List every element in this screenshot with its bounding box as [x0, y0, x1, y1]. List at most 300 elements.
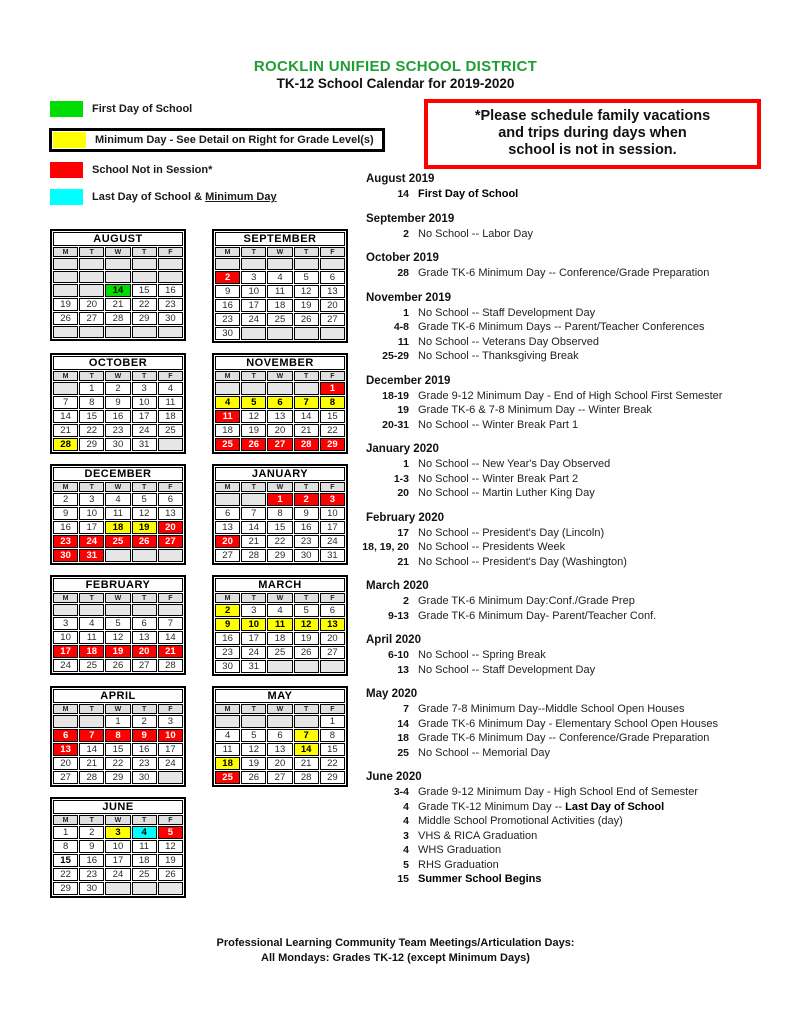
day-cell: 6 [320, 271, 345, 284]
event-description-text: No School -- Winter Break Part 2 [418, 472, 579, 485]
weekday-header: W [105, 593, 130, 603]
day-cell: 10 [241, 285, 266, 298]
event-description [418, 403, 652, 418]
weekday-header: T [132, 593, 157, 603]
event-month-heading: January 2020 [366, 443, 439, 455]
event-row [358, 609, 784, 624]
event-date: 3 [403, 829, 409, 842]
day-cell: 5 [105, 617, 130, 630]
event-month-block [358, 511, 784, 570]
calendar-april [50, 686, 186, 787]
event-row [358, 540, 784, 555]
event-month-block [358, 687, 784, 760]
event-description [418, 858, 499, 873]
calendar-title-row [53, 232, 183, 246]
day-cell: 23 [132, 757, 157, 770]
day-cell: 6 [215, 507, 240, 520]
day-cell: 4 [105, 493, 130, 506]
weekday-header: F [320, 247, 345, 257]
event-description [418, 829, 537, 844]
event-description-text: No School -- New Year's Day Observed [418, 458, 611, 470]
event-month-heading: December 2019 [366, 374, 451, 387]
day-cell: 16 [53, 521, 78, 534]
event-description [418, 785, 698, 800]
calendar-title: SEPTEMBER [215, 232, 345, 246]
calendar-week-row [215, 729, 345, 742]
day-cell: 18 [267, 299, 292, 312]
day-cell: 24 [79, 535, 104, 548]
day-cell: 9 [53, 507, 78, 520]
day-cell: 28 [79, 771, 104, 784]
day-cell: 3 [320, 493, 345, 506]
day-cell: 26 [294, 646, 319, 659]
event-description [418, 648, 546, 663]
no-school-swatch [50, 162, 83, 178]
day-cell: 27 [320, 646, 345, 659]
event-month-heading: April 2020 [366, 634, 421, 646]
event-row [358, 648, 784, 663]
event-description-text: Grade TK-6 Minimum Day - Elementary School Open Houses [418, 717, 718, 730]
day-cell: 26 [105, 659, 130, 672]
day-cell: 3 [53, 617, 78, 630]
event-month-block [358, 579, 784, 623]
calendar-june [50, 797, 186, 898]
weekday-header: T [241, 482, 266, 492]
day-cell: 20 [320, 632, 345, 645]
event-description [418, 702, 685, 717]
weekday-header: T [294, 371, 319, 381]
day-cell: 24 [241, 646, 266, 659]
day-cell: 8 [320, 396, 345, 409]
day-cell: 15 [267, 521, 292, 534]
day-cell: 24 [320, 535, 345, 548]
event-description-text: Grade TK-12 Minimum Day -- [418, 800, 566, 813]
calendar-week-row [53, 854, 183, 867]
day-cell: 24 [53, 659, 78, 672]
event-description-text: Middle School Promotional Activities (day) [418, 815, 623, 827]
empty-cell [241, 382, 266, 395]
weekday-header: T [241, 371, 266, 381]
day-cell: 23 [79, 868, 104, 881]
empty-cell [294, 715, 319, 728]
day-cell: 20 [53, 757, 78, 770]
day-cell: 1 [105, 715, 130, 728]
event-row [358, 800, 784, 815]
event-description [418, 306, 595, 321]
day-cell: 26 [294, 313, 319, 326]
calendar-title: OCTOBER [53, 356, 183, 370]
day-cell: 7 [158, 617, 183, 630]
weekday-header: T [294, 482, 319, 492]
weekday-header: W [267, 482, 292, 492]
day-cell: 5 [132, 493, 157, 506]
empty-cell [53, 284, 78, 297]
day-cell: 19 [53, 298, 78, 311]
day-cell: 23 [294, 535, 319, 548]
day-cell: 21 [105, 298, 130, 311]
calendar-week-row [53, 410, 183, 423]
calendar-december [50, 464, 186, 565]
empty-cell [320, 258, 345, 270]
day-cell: 30 [53, 549, 78, 562]
event-month-heading: February 2020 [366, 511, 444, 524]
weekday-header: T [132, 815, 157, 825]
day-cell: 8 [105, 729, 130, 742]
weekday-header: T [294, 704, 319, 714]
weekday-header: M [53, 482, 78, 492]
weekday-header: M [53, 371, 78, 381]
weekday-header-row [215, 704, 345, 714]
weekday-header: W [267, 371, 292, 381]
empty-cell [79, 715, 104, 728]
event-month-heading: September 2019 [366, 212, 455, 225]
weekday-header: T [294, 247, 319, 257]
empty-cell [53, 326, 78, 338]
weekday-header: F [158, 482, 183, 492]
day-cell: 23 [53, 535, 78, 548]
day-cell: 2 [105, 382, 130, 395]
event-date: 3-4 [393, 786, 409, 798]
day-cell: 2 [215, 604, 240, 617]
day-cell: 31 [79, 549, 104, 562]
empty-cell [53, 271, 78, 283]
calendar-week-row [215, 271, 345, 284]
empty-cell [79, 271, 104, 283]
day-cell: 14 [53, 410, 78, 423]
day-cell: 17 [320, 521, 345, 534]
mini-calendars [50, 229, 348, 898]
day-cell: 10 [158, 729, 183, 742]
event-row [358, 555, 784, 570]
day-cell: 23 [158, 298, 183, 311]
empty-cell [53, 604, 78, 616]
day-cell: 2 [215, 271, 240, 284]
day-cell: 29 [267, 549, 292, 562]
day-cell: 12 [132, 507, 157, 520]
day-cell: 1 [320, 715, 345, 728]
day-cell: 28 [294, 438, 319, 451]
day-cell: 4 [79, 617, 104, 630]
day-cell: 16 [215, 632, 240, 645]
day-cell: 7 [294, 396, 319, 409]
day-cell: 29 [132, 312, 157, 325]
day-cell: 9 [79, 840, 104, 853]
day-cell: 2 [132, 715, 157, 728]
calendar-week-row [215, 660, 345, 673]
empty-cell [132, 258, 157, 270]
event-description [418, 540, 565, 555]
day-cell: 12 [294, 618, 319, 631]
event-date: 1-3 [393, 472, 409, 485]
event-description [418, 335, 599, 350]
calendar-title-row [215, 689, 345, 703]
calendar-title-row [215, 467, 345, 481]
day-cell: 10 [53, 631, 78, 644]
legend-item-last-day [50, 189, 385, 205]
event-description [418, 418, 578, 433]
event-description-text: Last Day of School [565, 800, 665, 813]
event-description [418, 227, 533, 242]
day-cell: 27 [132, 659, 157, 672]
empty-cell [241, 258, 266, 270]
weekday-header: F [320, 704, 345, 714]
day-cell: 19 [132, 521, 157, 534]
vacation-notice-line: *Please schedule family vacations [474, 108, 711, 124]
calendar-week-row [215, 646, 345, 659]
calendar-week-row [53, 507, 183, 520]
day-cell: 9 [215, 285, 240, 298]
calendar-week-row [215, 771, 345, 784]
calendar-title-row [53, 800, 183, 814]
calendar-week-row [215, 618, 345, 631]
day-cell: 11 [267, 618, 292, 631]
day-cell: 8 [79, 396, 104, 409]
day-cell: 24 [241, 313, 266, 326]
day-cell: 4 [267, 271, 292, 284]
event-date: 2 [403, 595, 409, 607]
calendar-may [212, 686, 348, 787]
calendar-title: JUNE [53, 800, 183, 814]
day-cell: 21 [294, 424, 319, 437]
event-description [418, 843, 501, 858]
day-cell: 17 [53, 645, 78, 658]
empty-cell [79, 258, 104, 270]
event-description [418, 472, 578, 487]
calendar-september [212, 229, 348, 343]
day-cell: 6 [158, 493, 183, 506]
empty-cell [105, 604, 130, 616]
calendar-week-row [53, 826, 183, 839]
day-cell: 4 [215, 729, 240, 742]
day-cell: 19 [158, 854, 183, 867]
event-description [418, 872, 541, 887]
day-cell: 24 [158, 757, 183, 770]
day-cell: 23 [215, 646, 240, 659]
calendar-week-row [215, 327, 345, 340]
event-date: 7 [403, 703, 409, 715]
empty-cell [320, 660, 345, 673]
event-date: 25 [397, 746, 409, 759]
day-cell: 11 [79, 631, 104, 644]
empty-cell [294, 327, 319, 340]
calendar-week-row [215, 493, 345, 506]
event-description-text: No School -- Spring Break [418, 649, 546, 661]
calendar-week-row [215, 258, 345, 270]
calendar-title-row [215, 578, 345, 592]
day-cell: 5 [241, 729, 266, 742]
day-cell: 12 [294, 285, 319, 298]
calendar-title: FEBRUARY [53, 578, 183, 592]
day-cell: 5 [241, 396, 266, 409]
day-cell: 28 [294, 771, 319, 784]
day-cell: 27 [79, 312, 104, 325]
event-row [358, 306, 784, 321]
day-cell: 3 [132, 382, 157, 395]
weekday-header: F [158, 371, 183, 381]
weekday-header: W [105, 815, 130, 825]
day-cell: 20 [79, 298, 104, 311]
event-month-heading: May 2020 [366, 688, 418, 700]
calendar-week-row [53, 382, 183, 395]
calendar-week-row [53, 549, 183, 562]
event-row [358, 594, 784, 609]
weekday-header: T [132, 371, 157, 381]
day-cell: 8 [267, 507, 292, 520]
event-description-text: Grade 9-12 Minimum Day - High School End of Semester [418, 786, 699, 798]
day-cell: 28 [241, 549, 266, 562]
event-row [358, 457, 784, 472]
event-date: 25-29 [382, 350, 409, 362]
empty-cell [53, 258, 78, 270]
event-row [358, 266, 784, 281]
event-description-text: Grade 9-12 Minimum Day - End of High School First Semester [418, 389, 723, 402]
empty-cell [320, 327, 345, 340]
event-description-text: RHS Graduation [418, 858, 499, 871]
day-cell: 3 [79, 493, 104, 506]
event-description-text: No School -- Staff Development Day [418, 663, 596, 676]
day-cell: 13 [158, 507, 183, 520]
event-description-text: Grade TK-6 Minimum Days -- Parent/Teacher Conferences [418, 321, 705, 333]
event-date: 4 [403, 815, 409, 827]
day-cell: 30 [215, 660, 240, 673]
day-cell: 26 [132, 535, 157, 548]
legend-item-minimum-day [49, 128, 385, 152]
legend-item-first-day [50, 101, 385, 117]
day-cell: 25 [267, 646, 292, 659]
event-row [358, 335, 784, 350]
last-day-swatch [50, 189, 83, 205]
event-description-text: Grade 7-8 Minimum Day--Middle School Open Houses [418, 703, 685, 715]
event-description-text: Grade TK-6 & 7-8 Minimum Day -- Winter Break [418, 404, 652, 416]
calendar-week-row [53, 424, 183, 437]
empty-cell [158, 882, 183, 895]
day-cell: 13 [53, 743, 78, 756]
weekday-header: M [215, 247, 240, 257]
weekday-header-row [215, 482, 345, 492]
calendar-week-row [215, 632, 345, 645]
event-month-heading: October 2019 [366, 252, 439, 264]
event-date: 4 [403, 844, 409, 856]
day-cell: 14 [241, 521, 266, 534]
calendar-week-row [53, 645, 183, 658]
vacation-notice-line: school is not in session. [508, 142, 677, 158]
day-cell: 19 [241, 424, 266, 437]
empty-cell [105, 271, 130, 283]
event-date: 19 [397, 404, 409, 416]
day-cell: 17 [241, 299, 266, 312]
event-description [418, 555, 627, 570]
weekday-header: T [79, 704, 104, 714]
event-description-text: Grade TK-6 Minimum Day- Parent/Teacher Conf. [418, 609, 657, 622]
day-cell: 11 [215, 410, 240, 423]
event-row [358, 872, 784, 887]
event-description-text: First Day of School [418, 188, 519, 200]
weekday-header: M [53, 247, 78, 257]
event-row [358, 320, 784, 335]
weekday-header: W [105, 247, 130, 257]
event-row [358, 486, 784, 501]
day-cell: 12 [241, 410, 266, 423]
day-cell: 11 [132, 840, 157, 853]
day-cell: 22 [267, 535, 292, 548]
day-cell: 2 [79, 826, 104, 839]
empty-cell [105, 882, 130, 895]
footer-line: Professional Learning Community Team Meetings/Articulation Days: [216, 937, 575, 949]
day-cell: 18 [105, 521, 130, 534]
calendar-title-row [53, 356, 183, 370]
calendar-title: APRIL [53, 689, 183, 703]
day-cell: 15 [105, 743, 130, 756]
day-cell: 4 [267, 604, 292, 617]
event-description-text: No School -- Thanksgiving Break [418, 350, 579, 362]
event-month-block [358, 770, 784, 887]
calendar-week-row [53, 438, 183, 451]
day-cell: 1 [53, 826, 78, 839]
legend-label-text: School Not in Session* [92, 164, 213, 176]
event-description-text: No School -- Labor Day [418, 227, 533, 240]
empty-cell [158, 604, 183, 616]
day-cell: 31 [320, 549, 345, 562]
legend-item-no-school [50, 162, 385, 178]
day-cell: 9 [215, 618, 240, 631]
weekday-header: W [267, 704, 292, 714]
event-description-text: No School -- Winter Break Part 1 [418, 418, 579, 431]
weekday-header: T [241, 593, 266, 603]
calendar-title: JANUARY [215, 467, 345, 481]
weekday-header: F [158, 247, 183, 257]
day-cell: 10 [132, 396, 157, 409]
weekday-header: T [241, 247, 266, 257]
weekday-header: M [215, 593, 240, 603]
day-cell: 12 [105, 631, 130, 644]
day-cell: 25 [158, 424, 183, 437]
weekday-header-row [53, 247, 183, 257]
event-description-text: Grade TK-6 Minimum Day:Conf./Grade Prep [418, 595, 635, 607]
day-cell: 13 [215, 521, 240, 534]
empty-cell [105, 549, 130, 562]
weekday-header: W [105, 704, 130, 714]
day-cell: 11 [105, 507, 130, 520]
day-cell: 18 [79, 645, 104, 658]
day-cell: 17 [105, 854, 130, 867]
day-cell: 21 [294, 757, 319, 770]
weekday-header: M [53, 815, 78, 825]
footer-line: All Mondays: Grades TK-12 (except Minimum Days) [261, 952, 530, 964]
weekday-header: M [215, 482, 240, 492]
day-cell: 26 [241, 438, 266, 451]
empty-cell [53, 382, 78, 395]
event-date: 5 [403, 858, 409, 871]
day-cell: 28 [158, 659, 183, 672]
event-description [418, 349, 579, 364]
event-description-text: No School -- President's Day (Washington) [418, 555, 627, 568]
day-cell: 6 [320, 604, 345, 617]
event-description [418, 609, 656, 624]
day-cell: 13 [267, 743, 292, 756]
day-cell: 13 [267, 410, 292, 423]
calendar-week-row [215, 715, 345, 728]
day-cell: 10 [79, 507, 104, 520]
day-cell: 30 [79, 882, 104, 895]
day-cell: 29 [79, 438, 104, 451]
day-cell: 13 [132, 631, 157, 644]
event-date: 4 [403, 800, 409, 813]
calendar-week-row [215, 757, 345, 770]
day-cell: 14 [294, 743, 319, 756]
event-description-text: No School -- Veterans Day Observed [418, 335, 599, 348]
weekday-header: M [215, 371, 240, 381]
legend-label-text: Last Day of School & [92, 191, 206, 203]
